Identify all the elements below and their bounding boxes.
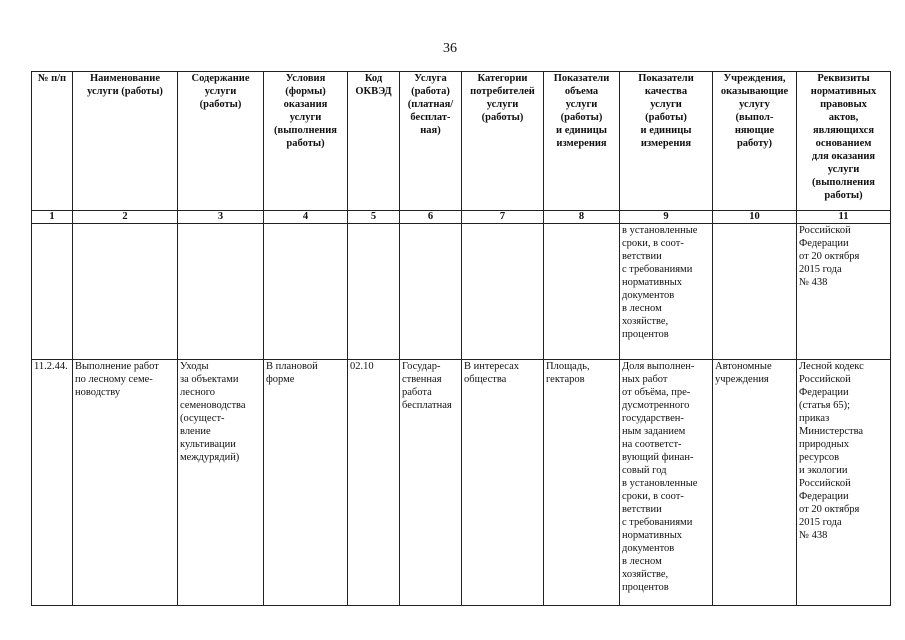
table-cell [73,224,178,360]
header-cell: Условия (формы) оказания услуги (выполнения работы) [264,72,348,211]
table-cell [348,224,400,360]
column-number: 7 [462,211,544,224]
column-number: 4 [264,211,348,224]
okved-code-cell: 02.10 [348,360,400,606]
quality-indicators-cell: Доля выполнен- ных работ от объёма, пре- дусмотренного государствен- ным заданием на соответст- вующий финан- совый год в установленные сроки, в соот- ветствии с требованиями нормативных документов в лесном хозяйстве, процентов [620,360,713,606]
column-number: 2 [73,211,178,224]
table-row [32,360,891,606]
table-cell [400,224,462,360]
column-number: 8 [544,211,620,224]
header-cell: Показатели объема услуги (работы) и единицы измерения [544,72,620,211]
conditions-cell: В плановой форме [264,360,348,606]
table-cell [178,224,264,360]
header-cell: Учреждения, оказывающие услугу (выпол- няющие работу) [713,72,797,211]
column-number: 6 [400,211,462,224]
service-content-cell: Уходы за объектами лесного семеноводства (осущест- вление культивации междурядий) [178,360,264,606]
quality-indicators-cell: в установленные сроки, в соот- ветствии с требованиями нормативных документов в лесном хозяйстве, процентов [620,224,713,360]
page-number: 36 [443,41,457,56]
table-cell [462,224,544,360]
consumer-category-cell: В интересах общества [462,360,544,606]
header-cell: Содержание услуги (работы) [178,72,264,211]
column-number: 10 [713,211,797,224]
institutions-cell: Автономные учреждения [713,360,797,606]
column-number: 1 [32,211,73,224]
legal-acts-cell: Лесной кодекс Российской Федерации (статья 65); приказ Министерства природных ресурсов и экологии Российской Федерации от 20 октября 2015 года № 438 [797,360,891,606]
column-number: 9 [620,211,713,224]
header-cell: Показатели качества услуги (работы) и единицы измерения [620,72,713,211]
header-cell: Наименование услуги (работы) [73,72,178,211]
column-number: 5 [348,211,400,224]
paid-free-cell: Государ- ственная работа бесплатная [400,360,462,606]
column-number-row [32,211,891,224]
row-number-cell: 11.2.44. [32,360,73,606]
table-cell [544,224,620,360]
services-table [31,71,891,606]
table-cell [713,224,797,360]
header-cell: Категории потребителей услуги (работы) [462,72,544,211]
column-number: 11 [797,211,891,224]
table-cell [32,224,73,360]
volume-indicators-cell: Площадь, гектаров [544,360,620,606]
service-name-cell: Выполнение работ по лесному семе- новодству [73,360,178,606]
header-row [32,72,891,211]
continuation-row [32,224,891,360]
legal-acts-cell: Российской Федерации от 20 октября 2015 года № 438 [797,224,891,360]
table-cell [264,224,348,360]
header-cell: Реквизиты нормативных правовых актов, являющихся основанием для оказания услуги (выполнения работы) [797,72,891,211]
header-cell: Код ОКВЭД [348,72,400,211]
header-cell: Услуга (работа) (платная/ бесплат- ная) [400,72,462,211]
header-cell: № п/п [32,72,73,211]
column-number: 3 [178,211,264,224]
